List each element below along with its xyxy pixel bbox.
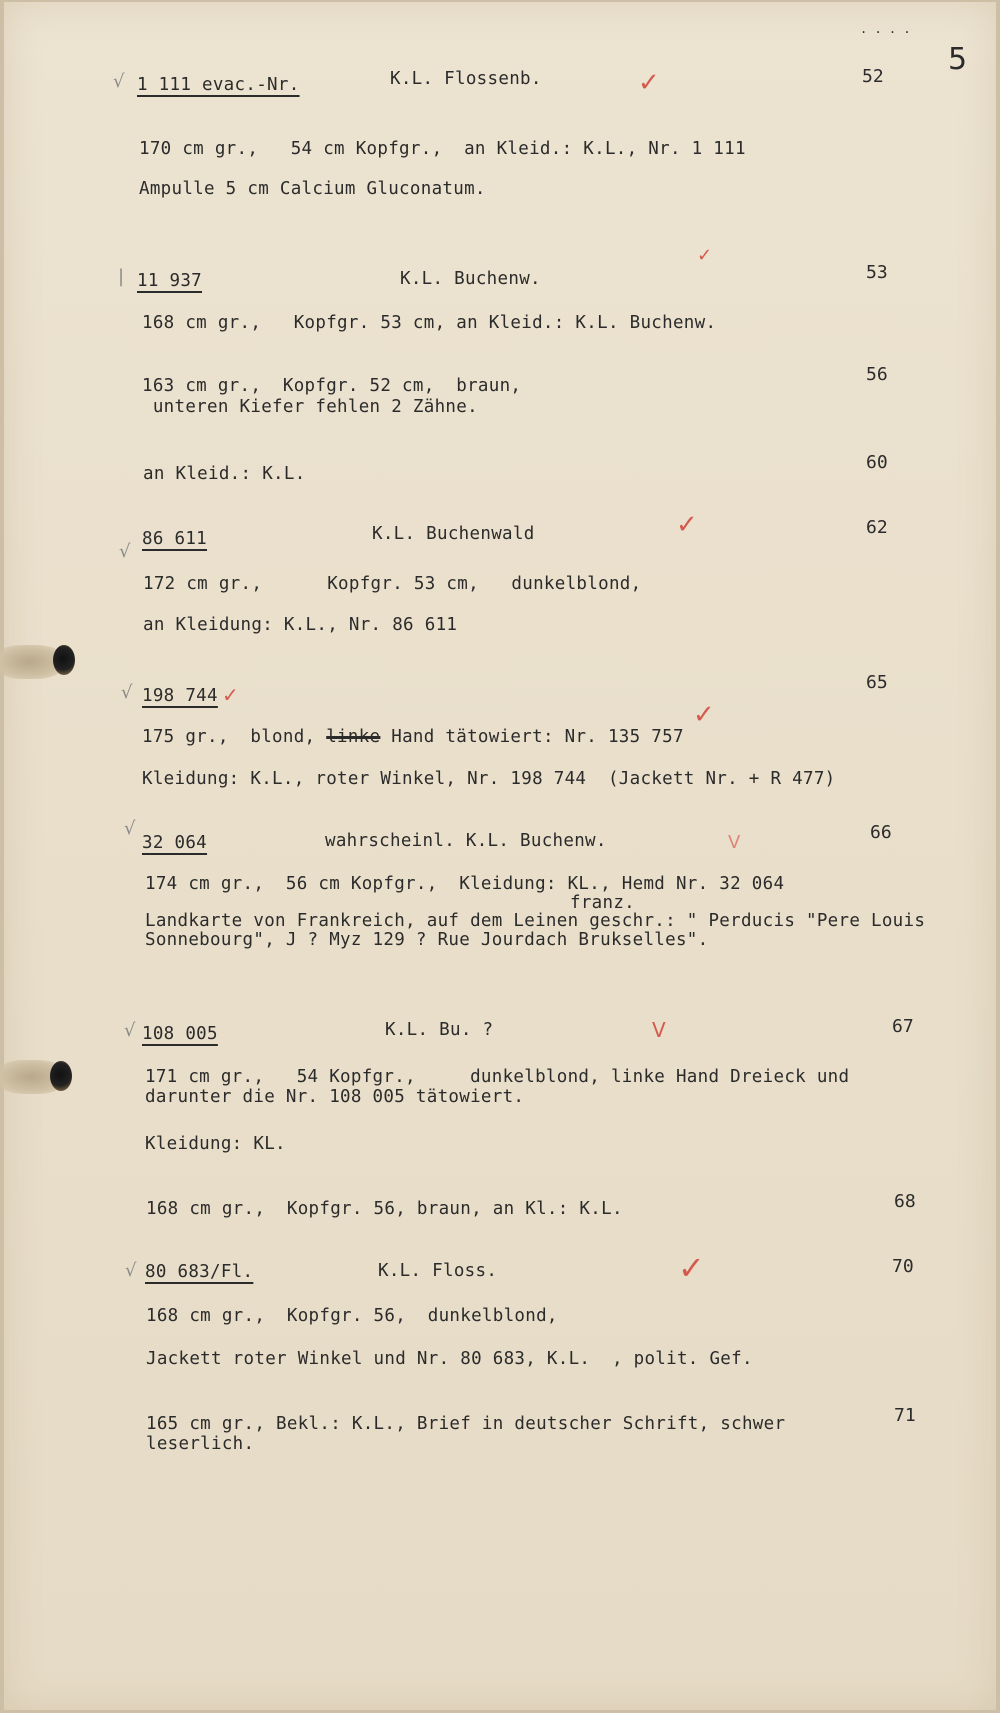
- entry-number: 52: [862, 66, 884, 87]
- entry-number: 71: [894, 1405, 916, 1426]
- entry-line: 168 cm gr., Kopfgr. 56, dunkelblond,: [146, 1306, 558, 1326]
- red-check-mark: ✓: [222, 683, 239, 707]
- entry-id: 11 937: [137, 271, 203, 291]
- entry-line: Landkarte von Frankreich, auf dem Leinen geschr.: " Perducis "Pere Louis: [145, 911, 926, 931]
- entry-line: 172 cm gr., Kopfgr. 53 cm, dunkelblond,: [143, 574, 642, 594]
- entry-number: 70: [892, 1256, 914, 1277]
- pencil-check-mark: √: [113, 71, 125, 92]
- pencil-check-mark: √: [121, 682, 133, 703]
- entry-line: unteren Kiefer fehlen 2 Zähne.: [142, 397, 478, 417]
- pencil-check-mark: √: [124, 818, 136, 839]
- red-check-mark: ✓: [676, 510, 698, 540]
- entry-line: leserlich.: [146, 1434, 255, 1454]
- entry-line: an Kleidung: K.L., Nr. 86 611: [143, 615, 458, 635]
- entry-number: 62: [866, 517, 888, 538]
- entry-line: 171 cm gr., 54 Kopfgr., dunkelblond, linke Hand Dreieck und: [145, 1067, 850, 1087]
- pencil-check-mark: √: [124, 1020, 136, 1041]
- entry-line: Kleidung: K.L., roter Winkel, Nr. 198 744 (Jackett Nr. + R 477): [142, 769, 836, 789]
- entry-line: 174 cm gr., 56 cm Kopfgr., Kleidung: KL., Hemd Nr. 32 064: [145, 874, 785, 894]
- red-check-mark: ✓: [693, 700, 715, 730]
- red-check-mark: ✓: [638, 68, 660, 98]
- entry-id: 108 005: [142, 1024, 218, 1044]
- pencil-check-mark: √: [125, 1260, 137, 1281]
- entry-id: 86 611: [142, 529, 208, 549]
- entry-line: an Kleid.: K.L.: [143, 464, 306, 484]
- red-v-mark: V: [728, 832, 741, 853]
- pencil-mark: |: [118, 266, 125, 287]
- entry-camp: K.L. Buchenwald: [372, 524, 535, 544]
- entry-number: 67: [892, 1016, 914, 1037]
- entry-line: 168 cm gr., Kopfgr. 53 cm, an Kleid.: K.L. Buchenw.: [142, 313, 717, 333]
- struck-text: linke: [326, 727, 381, 747]
- entry-line: Ampulle 5 cm Calcium Gluconatum.: [139, 179, 486, 199]
- entry-camp: wahrscheinl. K.L. Buchenw.: [325, 831, 607, 851]
- entry-line: Jackett roter Winkel und Nr. 80 683, K.L. , polit. Gef.: [146, 1349, 753, 1369]
- entry-id: 80 683/Fl.: [145, 1262, 254, 1282]
- entry-line-insert: franz.: [570, 893, 636, 913]
- entry-id: 32 064: [142, 833, 208, 853]
- header-dots: . . . .: [860, 22, 911, 36]
- page-number: 5: [948, 42, 968, 77]
- entry-line: 175 gr., blond, linke Hand tätowiert: Nr. 135 757: [142, 727, 684, 747]
- entry-line: 163 cm gr., Kopfgr. 52 cm, braun,: [142, 376, 522, 396]
- entry-id: 198 744: [142, 686, 218, 706]
- entry-line: 170 cm gr., 54 cm Kopfgr., an Kleid.: K.L., Nr. 1 111: [139, 139, 746, 159]
- entry-number: 65: [866, 672, 888, 693]
- entry-number: 56: [866, 364, 888, 385]
- entry-camp: K.L. Floss.: [378, 1261, 498, 1281]
- binder-hole-lower: [50, 1061, 72, 1091]
- entry-number: 68: [894, 1191, 916, 1212]
- entry-number: 60: [866, 452, 888, 473]
- pencil-check-mark: √: [119, 541, 131, 562]
- entry-camp: K.L. Flossenb.: [390, 69, 542, 89]
- entry-line: 165 cm gr., Bekl.: K.L., Brief in deutscher Schrift, schwer: [146, 1414, 786, 1434]
- entry-id: 1 111 evac.-Nr.: [137, 75, 300, 95]
- entry-camp: K.L. Buchenw.: [400, 269, 541, 289]
- red-v-mark: V: [652, 1018, 666, 1042]
- red-check-mark: ✓: [697, 245, 713, 266]
- entry-line: darunter die Nr. 108 005 tätowiert.: [145, 1087, 525, 1107]
- entry-number: 53: [866, 262, 888, 283]
- entry-line: Kleidung: KL.: [145, 1134, 286, 1154]
- entry-camp: K.L. Bu. ?: [385, 1020, 494, 1040]
- binder-hole-upper: [53, 645, 75, 675]
- red-check-mark: ✓: [678, 1249, 705, 1287]
- entry-number: 66: [870, 822, 892, 843]
- entry-line: 168 cm gr., Kopfgr. 56, braun, an Kl.: K.L.: [146, 1199, 623, 1219]
- entry-line: Sonnebourg", J ? Myz 129 ? Rue Jourdach Brukselles".: [145, 930, 709, 950]
